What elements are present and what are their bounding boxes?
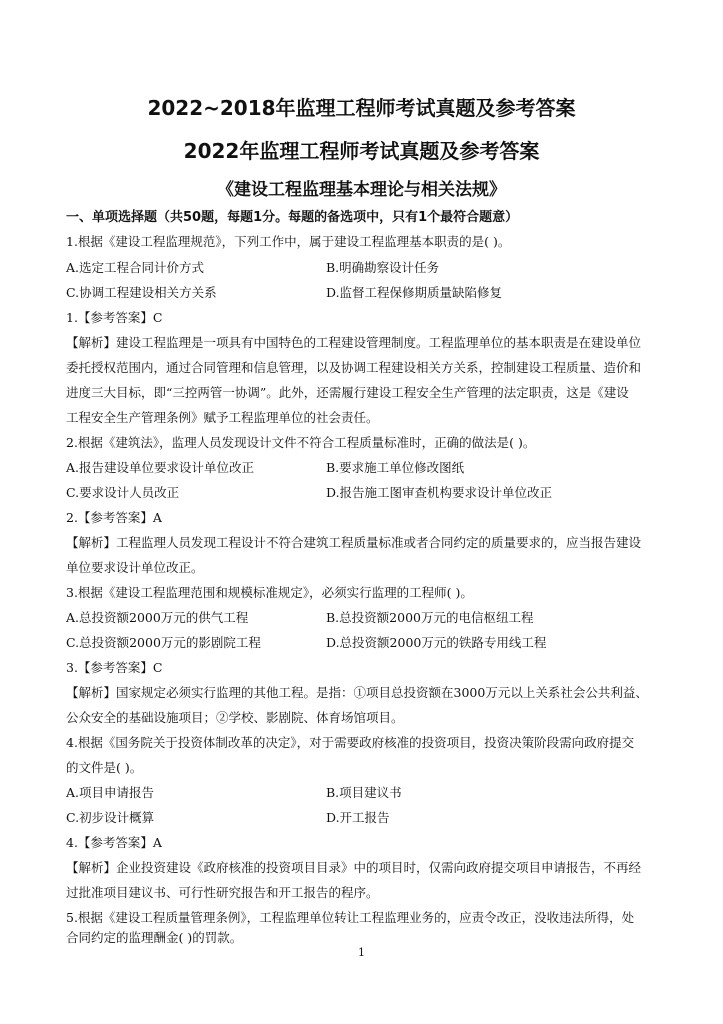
explanation-line: 公众安全的基础设施项目；②学校、影剧院、体育场馆项目。	[66, 710, 404, 725]
option-b: B.项目建议书	[326, 785, 402, 800]
explanation-line: 进度三大目标，即“三控两管一协调”。此外，还需履行建设工程安全生产管理的法定职责，这是《建设	[66, 385, 629, 400]
explanation-line: 委托授权范围内，通过合同管理和信息管理，以及协调工程建设相关方关系，控制建设工程质量、造价和	[66, 360, 642, 375]
main-title: 2022~2018年监理工程师考试真题及参考答案	[147, 96, 576, 120]
subject-title: 《建设工程监理基本理论与相关法规》	[217, 180, 506, 200]
option-b: B.明确勘察设计任务	[326, 260, 440, 275]
answer: 3.【参考答案】C	[66, 660, 163, 675]
question-stem-cont: 的文件是( )。	[66, 760, 143, 775]
answer: 2.【参考答案】A	[66, 510, 162, 525]
question-stem: 2.根据《建筑法》，监理人员发现设计文件不符合工程质量标准时，正确的做法是( )。	[66, 435, 536, 450]
option-c: C.要求设计人员改正	[66, 485, 180, 500]
answer: 1.【参考答案】C	[66, 310, 163, 325]
option-a: A.项目申请报告	[66, 785, 155, 800]
option-c: C.初步设计概算	[66, 810, 155, 825]
option-d: D.监督工程保修期质量缺陷修复	[326, 285, 503, 300]
option-a: A.总投资额2000万元的供气工程	[66, 610, 249, 625]
option-c: C.总投资额2000万元的影剧院工程	[66, 635, 261, 650]
question-stem: 1.根据《建设工程监理规范》，下列工作中，属于建设工程监理基本职责的是( )。	[66, 234, 511, 249]
question-stem: 5.根据《建设工程质量管理条例》，工程监理单位转让工程监理业务的，应责令改正，没收违法所得，处	[66, 910, 635, 925]
option-a: A.报告建设单位要求设计单位改正	[66, 460, 255, 475]
explanation-line: 工程安全生产管理条例》赋予工程监理单位的社会责任。	[66, 410, 379, 425]
question-stem: 3.根据《建设工程监理范围和规模标准规定》，必须实行监理的工程师( )。	[66, 585, 473, 600]
option-a: A.选定工程合同计价方式	[66, 260, 205, 275]
explanation-line: 过批准项目建议书、可行性研究报告和开工报告的程序。	[66, 885, 379, 900]
answer: 4.【参考答案】A	[66, 835, 162, 850]
explanation-line: 【解析】建设工程监理是一项具有中国特色的工程建设管理制度。工程监理单位的基本职责是在建设单位	[66, 335, 642, 350]
option-d: D.开工报告	[326, 810, 390, 825]
explanation-line: 【解析】国家规定必须实行监理的其他工程。是指：①项目总投资额在3000万元以上关系社会公共利益、	[66, 685, 648, 700]
sub-title: 2022年监理工程师考试真题及参考答案	[183, 139, 540, 163]
option-b: B.要求施工单位修改图纸	[326, 460, 465, 475]
explanation-line: 【解析】工程监理人员发现工程设计不符合建筑工程质量标准或者合同约定的质量要求的，应当报告建设	[66, 535, 642, 550]
option-c: C.协调工程建设相关方关系	[66, 285, 217, 300]
option-b: B.总投资额2000万元的电信枢纽工程	[326, 610, 534, 625]
option-d: D.报告施工图审查机构要求设计单位改正	[326, 485, 553, 500]
page-number: 1	[358, 946, 365, 959]
question-stem: 4.根据《国务院关于投资体制改革的决定》，对于需要政府核准的投资项目，投资决策阶段需向政府提交	[66, 735, 635, 750]
explanation-line: 单位要求设计单位改正。	[66, 560, 204, 575]
explanation-line: 【解析】企业投资建设《政府核准的投资项目目录》中的项目时，仅需向政府提交项目申请报告，不再经	[66, 860, 642, 875]
option-d: D.总投资额2000万元的铁路专用线工程	[326, 635, 547, 650]
question-stem-cont: 合同约定的监理酬金( )的罚款。	[66, 930, 243, 945]
section-heading: 一、单项选择题（共50题，每题1分。每题的备选项中，只有1个最符合题意）	[66, 210, 519, 225]
